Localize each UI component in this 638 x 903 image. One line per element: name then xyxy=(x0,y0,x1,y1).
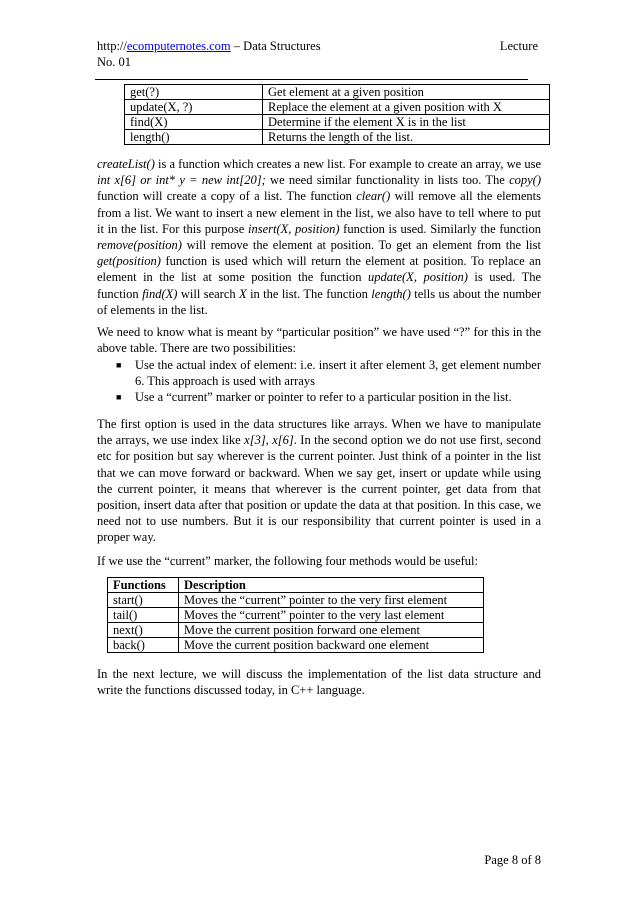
table-cell: back() xyxy=(108,638,179,653)
paragraph-four-methods: If we use the “current” marker, the following four methods would be useful: xyxy=(97,554,478,568)
header-url-prefix: http:// xyxy=(97,39,127,53)
table-cell: Replace the element at a given position with X xyxy=(263,100,550,115)
text-run: in the list. The function xyxy=(246,286,372,301)
table-cell: Get element at a given position xyxy=(263,85,550,100)
header-lecture-number: No. 01 xyxy=(97,55,132,69)
table-row xyxy=(125,85,550,100)
code-term: copy() xyxy=(509,173,541,188)
paragraph-next-lecture: In the next lecture, we will discuss the implementation of the list data structure and write the functions discussed today, in C++ language. xyxy=(97,667,541,698)
table-row xyxy=(125,100,550,115)
header-rule xyxy=(95,79,528,80)
code-term: length() xyxy=(371,286,411,301)
text-run: is a function which creates a new list. For example to create an array, we use xyxy=(154,157,541,171)
text-run: we need similar functionality in lists too. The xyxy=(265,173,510,188)
text-run: function will create a copy of a list. The function xyxy=(97,189,357,204)
bullet-square-icon: ■ xyxy=(116,392,122,403)
table-cell: tail() xyxy=(108,608,179,623)
table-header-cell: Functions xyxy=(108,578,179,593)
text-run: tells us about the number of elements in the list. xyxy=(97,286,541,317)
table-cell: start() xyxy=(108,593,179,608)
header-link[interactable]: ecomputernotes.com xyxy=(126,39,231,53)
paragraph-current-pointer xyxy=(97,416,541,546)
table-cell: find(X) xyxy=(125,115,263,130)
operations-table xyxy=(124,84,550,145)
table-cell: Move the current position forward one element xyxy=(179,623,484,638)
code-term: get(position) xyxy=(97,254,161,269)
list-item-text: Use a “current” marker or pointer to refer to a particular position in the list. xyxy=(135,390,512,405)
text-run: The first option is used in the data structures like arrays. When we have to manipulate the arrays, we use index like xyxy=(97,417,541,448)
text-run: is used. The function xyxy=(97,270,541,301)
text-run: will remove all the elements from a list. We want to insert a new element in the list, we also have to tell where to put it in the list. For this purpose xyxy=(97,189,542,236)
code-term: remove(position) xyxy=(97,238,182,253)
possibilities-list xyxy=(97,357,541,406)
code-term: update(X, position) xyxy=(368,270,468,285)
text-run: will remove the element at position. To get an element from the list xyxy=(181,238,541,253)
list-item-text: Use the actual index of element: i.e. insert it after element 3, get element number 6. This approach is used with arrays xyxy=(135,358,541,389)
table-header-cell: Description xyxy=(179,578,484,593)
list-item xyxy=(97,389,541,405)
table-cell: Move the current position backward one element xyxy=(179,638,484,653)
table-cell: Determine if the element X is in the list xyxy=(263,115,550,130)
methods-table xyxy=(107,577,484,653)
paragraph-position: We need to know what is meant by “particular position” we have used “?” for this in the above table. There are two possibilities: xyxy=(97,325,541,356)
table-row xyxy=(108,593,484,608)
list-item xyxy=(97,357,541,389)
table-header-row xyxy=(108,578,484,593)
text-run: function is used which will return the element at position. To replace an element in the list at some position the function xyxy=(97,254,541,285)
paragraph-list-functions xyxy=(97,156,541,318)
code-term: X xyxy=(239,286,247,301)
table-row xyxy=(108,638,484,653)
table-cell: next() xyxy=(108,623,179,638)
code-term: insert(X, position) xyxy=(248,221,340,236)
header-lecture: Lecture xyxy=(499,39,538,53)
code-term: find(X) xyxy=(142,286,178,301)
table-cell: update(X, ?) xyxy=(125,100,263,115)
page-number: Page 8 of 8 xyxy=(484,853,541,867)
page-header xyxy=(97,38,541,70)
text-run: function is used. Similarly the function xyxy=(339,221,541,236)
table-cell: length() xyxy=(125,130,263,145)
table-row xyxy=(125,130,550,145)
code-term: x[3], x[6] xyxy=(244,433,294,448)
table-cell: Moves the “current” pointer to the very last element xyxy=(179,608,484,623)
header-subject: – Data Structures xyxy=(230,39,321,53)
code-term: clear() xyxy=(356,189,391,204)
code-term: createList() xyxy=(97,157,155,171)
table-row xyxy=(108,608,484,623)
table-row xyxy=(108,623,484,638)
table-row xyxy=(125,115,550,130)
text-run: . In the second option we do not use first, second etc for position but say wherever is the current pointer. Just think of a pointer in the list that we can move forward or backward. When we say get, insert or update while using the current pointer, it means that wherever is the current pointer, get data from that position, insert data after that position or update the data at that position. In this case, we need not to use numbers. But it is our responsibility that current pointer is used in a proper way. xyxy=(97,433,541,545)
bullet-square-icon: ■ xyxy=(116,360,122,370)
text-run: will search xyxy=(177,286,240,301)
code-term: int x[6] or int* y = new int[20]; xyxy=(97,173,266,188)
table-cell: get(?) xyxy=(125,85,263,100)
table-cell: Moves the “current” pointer to the very first element xyxy=(179,593,484,608)
table-cell: Returns the length of the list. xyxy=(263,130,550,145)
